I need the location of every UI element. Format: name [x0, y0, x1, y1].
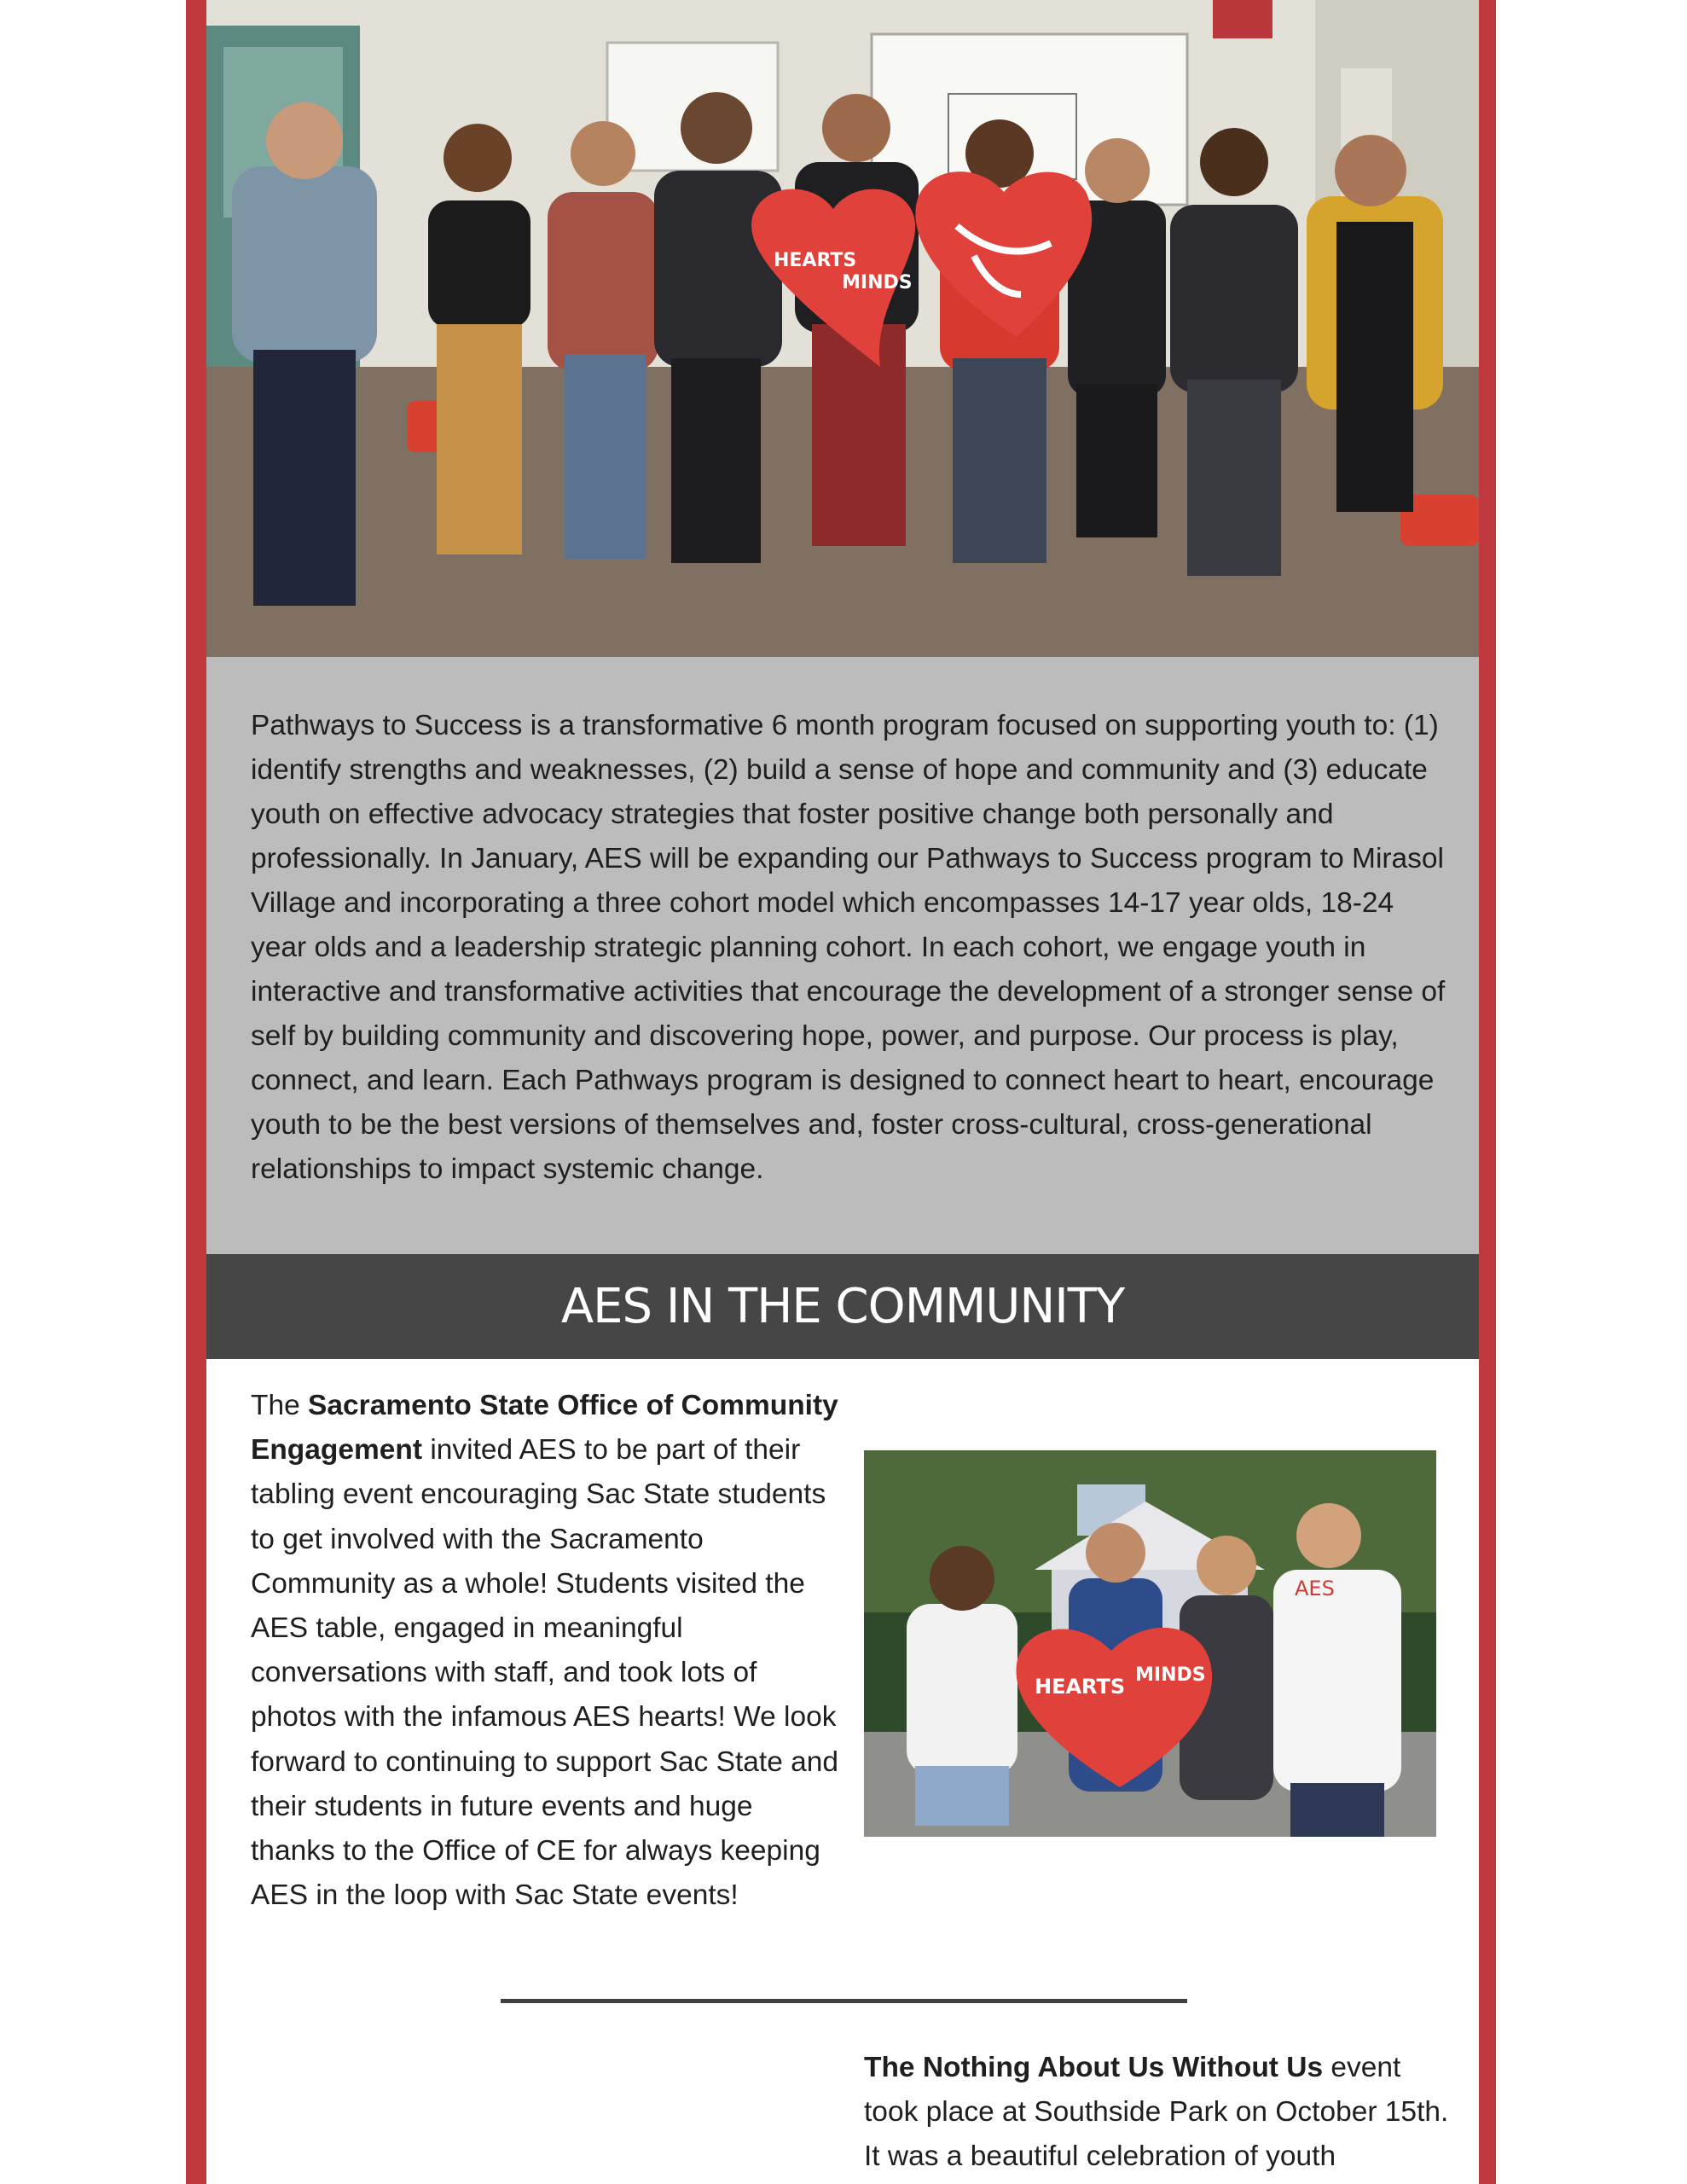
section-title: AES IN THE COMMUNITY [560, 1279, 1125, 1334]
heart-sign-minds-text: MINDS [842, 272, 913, 293]
heart-sign-minds-text: MINDS [1135, 1664, 1206, 1686]
newsletter-page [206, 0, 1479, 2184]
group-photo [206, 0, 1479, 657]
pathways-paragraph: Pathways to Success is a transformative 6 month program focused on supporting youth to: (1) identify strengths and weaknesses, (2) build a sense of hope and community and (3) educate youth on effective advocacy strategies that foster positive change both personally and professionally. In January, AES will be expanding our Pathways to Success program to Mirasol Village and incorporating a three cohort model which encompasses 14-17 year olds, 18-24 year olds and a leadership strategic planning cohort. In each cohort, we engage youth in interactive and transformative activities that encourage the development of a stronger sense of self by building community and discovering hope, power, and purpose. Our process is play, connect, and learn. Each Pathways program is designed to connect heart to heart, encourage youth to be the best versions of themselves and, foster cross-cultural, cross-generational relationships to impact systemic change. [251, 710, 1446, 1185]
pathways-section [206, 657, 1479, 1254]
nothing-about-us-article [864, 2046, 1452, 2180]
article-lead: The [251, 1390, 309, 1421]
org-name: Sacramento State Office of Community Engagement [251, 1390, 838, 1467]
event-name: The Nothing About Us Without Us [864, 2052, 1324, 2083]
tabling-event-photo [864, 1450, 1436, 1837]
section-header [206, 1254, 1479, 1359]
section-divider [501, 1999, 1187, 2003]
article-body: event took place at Southside Park on October 15th. It was a beautiful celebration of youth [864, 2052, 1449, 2173]
heart-sign-hearts-text: HEARTS [1035, 1675, 1126, 1699]
article-body: invited AES to be part of their tabling event encouraging Sac State students to get involved with the Sacramento Community as a whole! Students visited the AES table, engaged in meaningful conversations with staff, and took lots of photos with the infamous AES hearts! We look forward to continuing to support Sac State and their students in future events and huge thanks to the Office of CE for always keeping AES in the loop with Sac State events! [251, 1434, 839, 1912]
sac-state-article [251, 1384, 839, 1918]
heart-sign-hearts-text: HEARTS [774, 250, 857, 271]
shirt-logo-text: AES [1295, 1577, 1335, 1600]
